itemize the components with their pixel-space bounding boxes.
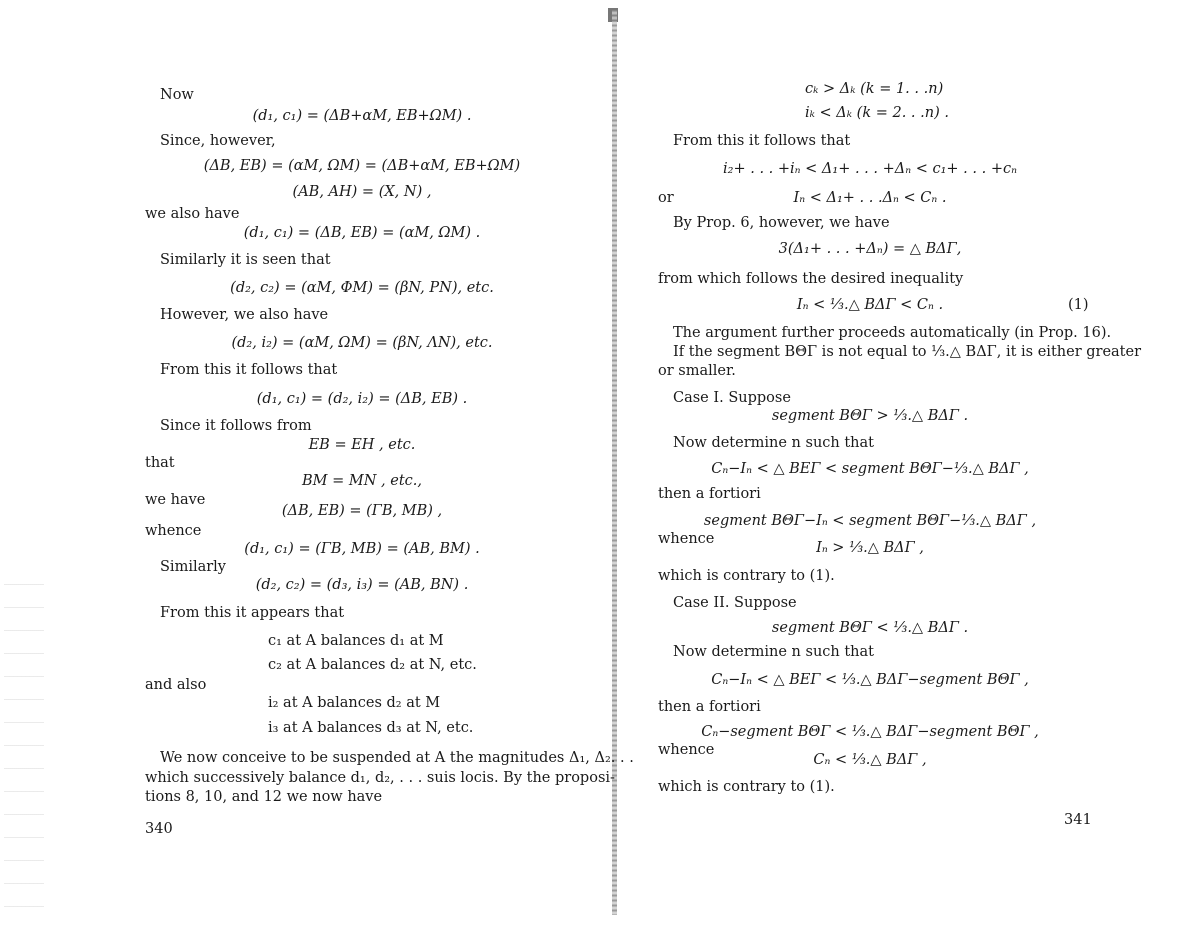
text-line: which is contrary to (1). [658, 568, 835, 584]
text-line: However, we also have [160, 307, 329, 323]
equation: segment BΘΓ−Iₙ < segment BΘΓ−⅓.△ BΔΓ , [703, 513, 1037, 529]
text-line: that [145, 455, 175, 471]
text-line: The argument further proceeds automatically (in Prop. 16). [673, 325, 1112, 341]
text-line: Since it follows from [160, 418, 312, 434]
text-line: From this it follows that [673, 133, 851, 149]
equation: Cₙ−Iₙ < △ BEΓ < ⅓.△ BΔΓ−segment BΘΓ , [711, 672, 1029, 688]
equation: (AB, AH) = (X, N) , [292, 184, 432, 200]
text-line: c₁ at A balances d₁ at M [268, 633, 444, 649]
equation: Iₙ < Δ₁+ . . .Δₙ < Cₙ . [793, 190, 947, 206]
text-line: which is contrary to (1). [658, 779, 835, 795]
equation: (d₂, c₂) = (αM, ΦM) = (βN, PN), etc. [230, 280, 494, 296]
equation: iₖ < Δₖ (k = 2. . .n) . [805, 105, 949, 121]
equation: segment BΘΓ > ⅓.△ BΔΓ . [771, 408, 969, 424]
equation-number: (1) [1068, 297, 1089, 313]
text-line: whence [658, 531, 715, 547]
equation: 3(Δ₁+ . . . +Δₙ) = △ BΔΓ, [778, 241, 962, 257]
text-line: Since, however, [160, 133, 276, 149]
text-line: If the segment BΘΓ is not equal to ⅓.△ BΔΓ, it is either greater [673, 344, 1142, 360]
text-line: or [658, 190, 674, 206]
text-line: whence [658, 742, 715, 758]
text-line: whence [145, 523, 202, 539]
text-line: Case II. Suppose [673, 595, 797, 611]
text-line: Similarly [160, 559, 227, 575]
text-line: Now determine n such that [673, 435, 874, 451]
page-number: 340 [145, 821, 173, 837]
equation: segment BΘΓ < ⅓.△ BΔΓ . [771, 620, 969, 636]
equation: (ΔB, EB) = (αM, ΩM) = (ΔB+αM, EB+ΩM) [203, 158, 521, 174]
equation: (d₁, c₁) = (d₂, i₂) = (ΔB, EB) . [256, 391, 468, 407]
equation: BM = MN , etc., [302, 473, 422, 489]
equation: i₂+ . . . +iₙ < Δ₁+ . . . +Δₙ < c₁+ . . . +cₙ [723, 161, 1017, 177]
equation: (d₁, c₁) = (ΔB+αM, EB+ΩM) . [252, 108, 472, 124]
text-line: From this it appears that [160, 605, 345, 621]
equation: Cₙ−Iₙ < △ BEΓ < segment BΘΓ−⅓.△ BΔΓ , [711, 461, 1029, 477]
equation: (d₂, c₂) = (d₃, i₃) = (AB, BN) . [255, 577, 469, 593]
text-line: i₃ at A balances d₃ at N, etc. [268, 720, 474, 736]
page-number: 341 [1064, 812, 1092, 828]
text-line: We now conceive to be suspended at A the magnitudes Δ₁, Δ₂. . . [160, 750, 634, 766]
text-line: then a fortiori [658, 486, 761, 502]
text-line: From this it follows that [160, 362, 338, 378]
text-line: By Prop. 6, however, we have [673, 215, 890, 231]
text-line: or smaller. [658, 363, 736, 379]
text-line: Similarly it is seen that [160, 252, 331, 268]
text-line: which successively balance d₁, d₂, . . . suis locis. By the proposi- [145, 770, 615, 786]
equation: (d₁, c₁) = (ΓB, MB) = (AB, BM) . [244, 541, 480, 557]
equation: Iₙ > ⅓.△ BΔΓ , [816, 540, 924, 556]
equation: Iₙ < ⅓.△ BΔΓ < Cₙ . [796, 297, 944, 313]
text-line: we also have [145, 206, 240, 222]
equation: (d₁, c₁) = (ΔB, EB) = (αM, ΩM) . [243, 225, 481, 241]
equation: (ΔB, EB) = (ΓB, MB) , [281, 503, 443, 519]
equation: cₖ > Δₖ (k = 1. . .n) [805, 81, 944, 97]
text-line: Now [160, 87, 194, 103]
text-line: tions 8, 10, and 12 we now have [145, 789, 383, 805]
text-line: and also [145, 677, 207, 693]
text-line: then a fortiori [658, 699, 761, 715]
equation: Cₙ−segment BΘΓ < ⅓.△ BΔΓ−segment BΘΓ , [701, 724, 1039, 740]
equation: EB = EH , etc. [308, 437, 416, 453]
text-line: c₂ at A balances d₂ at N, etc. [268, 657, 477, 673]
scan-noise [4, 575, 44, 915]
text-line: from which follows the desired inequality [658, 271, 964, 287]
text-line: Case I. Suppose [673, 390, 791, 406]
equation: Cₙ < ⅓.△ BΔΓ , [813, 752, 927, 768]
text-line: Now determine n such that [673, 644, 874, 660]
text-line: i₂ at A balances d₂ at M [268, 695, 441, 711]
equation: (d₂, i₂) = (αM, ΩM) = (βN, ΛN), etc. [231, 335, 493, 351]
text-line: we have [145, 492, 206, 508]
